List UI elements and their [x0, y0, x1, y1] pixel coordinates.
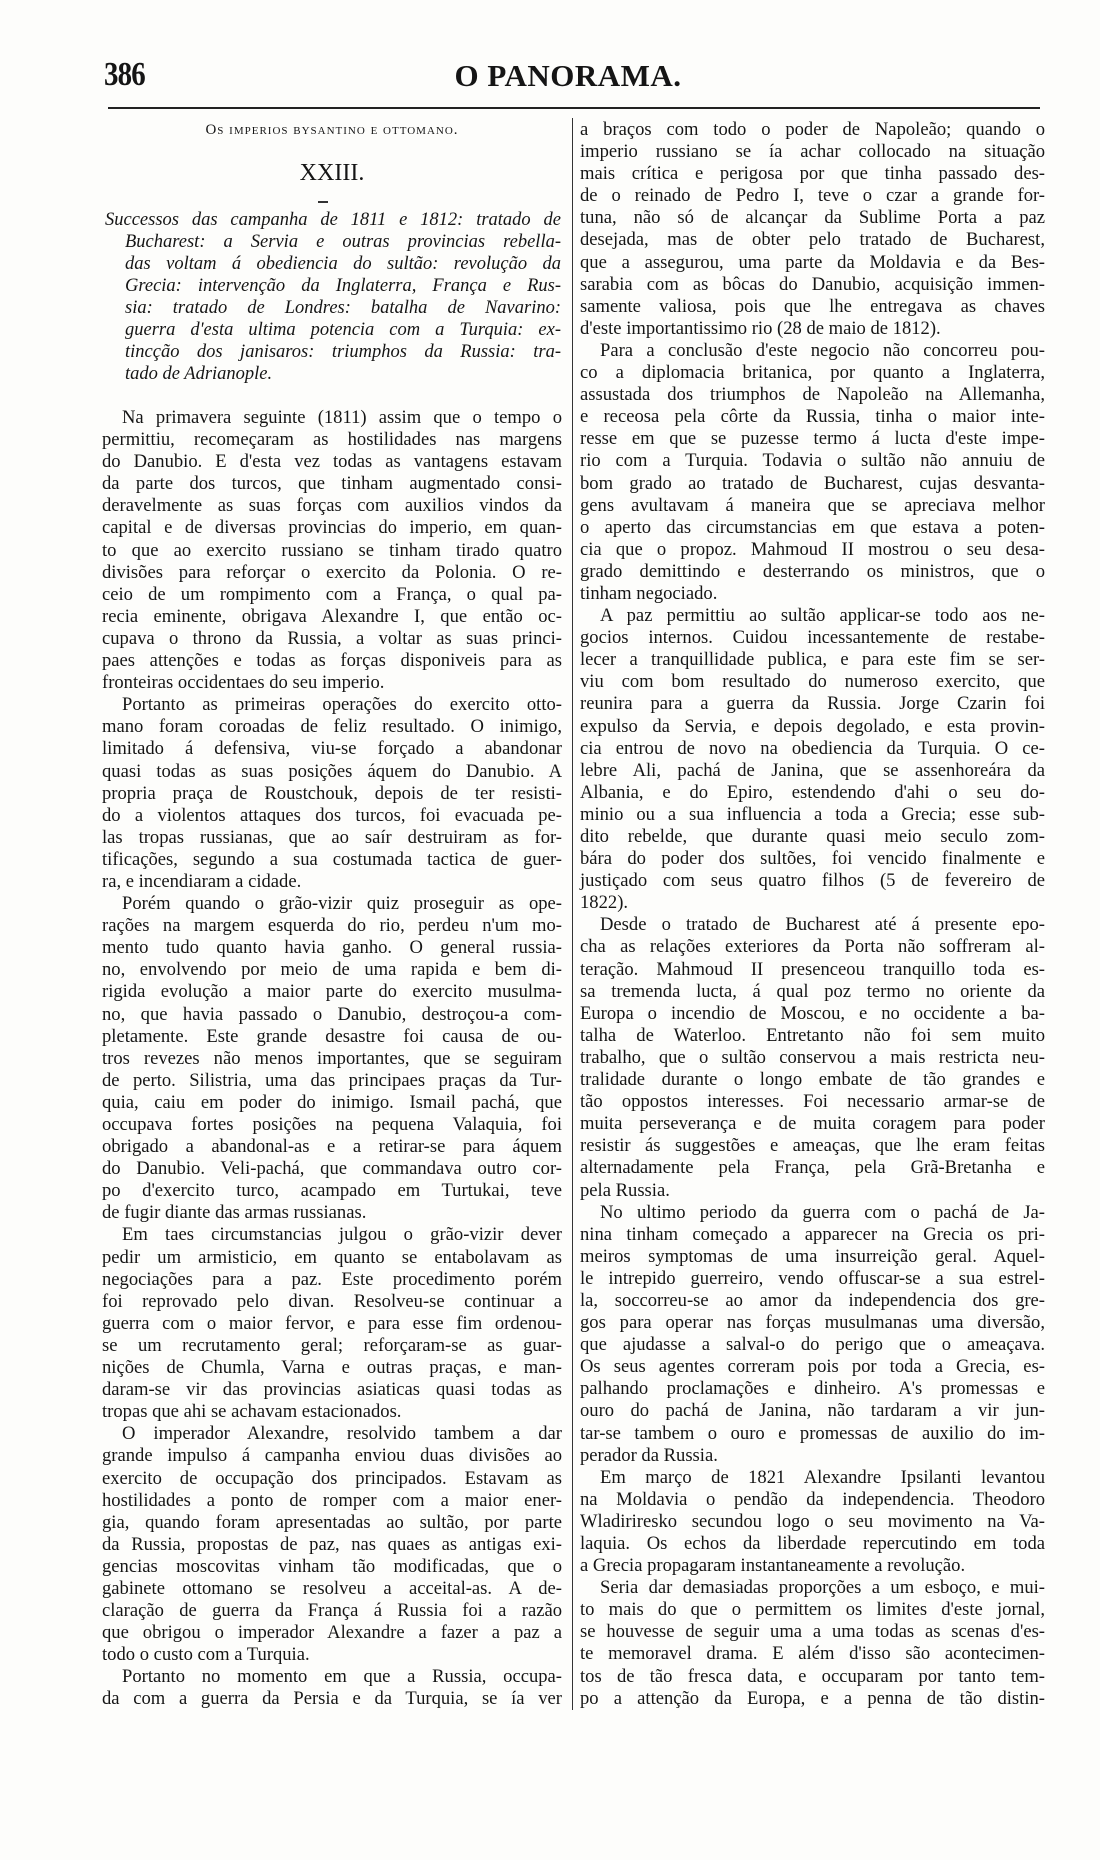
text-line: po a attenção da Europa, e a penna de tão distin-: [580, 1687, 1045, 1709]
text-line: co a diplomacia britanica, por quanto a Inglaterra,: [580, 362, 1045, 384]
text-line: Na primavera seguinte (1811) assim que o tempo o: [122, 407, 562, 428]
text-line: 1822).: [580, 892, 629, 914]
text-line: do a violentos attaques dos turcos, foi evacuada pe-: [102, 804, 562, 826]
text-line: alternadamente pela França, pela Grã-Bretanha e: [580, 1157, 1045, 1179]
text-line: pela Russia.: [580, 1179, 670, 1201]
text-line: a braços com todo o poder de Napoleão; quando o: [580, 119, 1045, 140]
text-line: que a assegurou, uma parte da Moldavia e da Bes-: [580, 251, 1045, 273]
text-line: grado demittindo e desterrando os ministros, que o: [580, 560, 1045, 582]
text-line: pletamente. Este grande desastre foi causa de ou-: [102, 1025, 562, 1047]
text-line: cha as relações exteriores da Porta não soffreram al-: [580, 936, 1045, 958]
text-line: mento tudo quanto havia ganho. O general russia-: [102, 937, 562, 959]
text-line: imperio russiano se ía achar collocado na situação: [580, 141, 1045, 163]
text-line: foi reprovado pelo divan. Resolveu-se continuar a: [102, 1290, 562, 1312]
text-line: quasi todas as suas posições áquem do Danubio. A: [102, 760, 562, 782]
text-line: grande impulso á campanha enviou duas divisões ao: [102, 1445, 562, 1467]
text-line: to que ao exercito russiano se tinham tirado quatro: [102, 539, 562, 561]
text-line: permittiu, recomeçaram as hostilidades nas margens: [102, 429, 562, 451]
paragraph: [580, 119, 1045, 340]
text-line: to mais do que o permittem os limites d'este jornal,: [580, 1599, 1045, 1621]
text-line: se houvesse de seguir uma a uma todas as scenas d'es-: [580, 1621, 1045, 1643]
text-line: rio com a Turquia. Todavia o sultão não annuiu de: [580, 450, 1045, 472]
summary-line: das voltam á obediencia do sultão: revolução da: [125, 254, 561, 274]
text-line: te memoravel drama. E além d'isso são acontecimen-: [580, 1643, 1045, 1665]
text-line: po d'exercito turco, acampado em Turtukai, teve: [102, 1180, 562, 1202]
text-line: dito rebelde, que durante quasi meio seculo zom-: [580, 826, 1045, 847]
chapter-summary: [105, 209, 561, 385]
text-line: tros revezes não menos importantes, que se seguiram: [102, 1047, 562, 1069]
paragraph: [102, 407, 562, 694]
text-line: propria praça de Roustchouk, depois de ter resisti-: [102, 782, 562, 804]
text-line: tuna, não só de alcançar da Sublime Porta a paz: [580, 207, 1045, 229]
text-line: tão oppostos interesses. Foi necessario armar-se de: [580, 1091, 1045, 1113]
text-line: Portanto no momento em que a Russia, occupa-: [122, 1666, 562, 1688]
text-line: tralidade durante o longo embate de tão grandes e: [580, 1069, 1045, 1091]
paragraph: [580, 340, 1045, 605]
text-line: Wladiriresko secundou logo o seu movimento na Va-: [580, 1510, 1045, 1532]
text-line: no, envolvendo por meio de uma rapida e bem di-: [102, 959, 562, 981]
text-line: deravelmente as suas forças com auxilios vindos da: [102, 495, 562, 517]
paragraph: [102, 893, 562, 1224]
text-line: desejada, mas de obter pelo tratado de Bucharest,: [580, 229, 1045, 251]
summary-line: Successos das campanha de 1811 e 1812: tratado de: [105, 210, 561, 230]
paragraph: [580, 605, 1045, 914]
text-line: viu com bom resultado do numeroso exercito, que: [580, 671, 1045, 693]
text-line: reunira para a guerra da Russia. Jorge Czarin foi: [580, 693, 1045, 715]
text-line: se um recrutamento geral; reforçaram-se as guar-: [102, 1334, 562, 1356]
header-rule: [108, 107, 1040, 109]
text-line: da parte dos turcos, que tinham augmentado consi-: [102, 473, 562, 495]
text-line: perador da Russia.: [580, 1444, 718, 1466]
text-line: bom grado ao tratado de Bucharest, cujas desvanta-: [580, 472, 1045, 494]
text-line: mano foram coroadas de feliz resultado. O inimigo,: [102, 716, 562, 738]
left-column: [102, 407, 562, 1711]
text-line: a Grecia propagaram instantaneamente a revolução.: [580, 1555, 966, 1577]
text-line: claração de guerra da França á Russia foi a razão: [102, 1600, 562, 1622]
text-line: mais crítica e perigosa por que tinha passado des-: [580, 163, 1045, 185]
text-line: de fugir diante das armas russianas.: [102, 1202, 367, 1224]
text-line: lebre Ali, pachá de Janina, que se assenhoreára da: [580, 759, 1045, 781]
text-line: ouro do pachá de Janina, não tardaram a vir jun-: [580, 1400, 1045, 1422]
text-line: minio ou a sua influencia a toda a Grecia; esse sub-: [580, 803, 1045, 825]
summary-line: tincção dos janisaros: triumphos da Russia: tra-: [125, 342, 561, 362]
text-line: teração. Mahmoud II presenceou tranquillo toda es-: [580, 958, 1045, 980]
summary-line: sia: tratado de Londres: batalha de Navarino:: [125, 298, 561, 318]
chapter-number: XXIII.: [299, 160, 365, 186]
summary-line: guerra d'esta ultima potencia com a Turquia: ex-: [125, 320, 561, 340]
text-line: todo o custo com a Turquia.: [102, 1644, 310, 1666]
text-line: ceio de um rompimento com a França, o qual pa-: [102, 583, 562, 605]
paragraph: [102, 1666, 562, 1710]
text-line: Os seus agentes correram pois por toda a Grecia, es-: [580, 1356, 1045, 1378]
text-line: da com a guerra da Persia e da Turquia, se ía ver: [102, 1688, 562, 1710]
paragraph: [102, 1423, 562, 1666]
text-line: Seria dar demasiadas proporções a um esboço, e mui-: [600, 1577, 1045, 1599]
text-line: lecer a tranquillidade publica, e para este fim se ser-: [580, 649, 1045, 671]
text-line: justiçado com seus quatro filhos (5 de fevereiro de: [580, 870, 1045, 892]
text-line: resse em que se puzesse termo á lucta d'este impe-: [580, 428, 1045, 450]
text-line: cupava o throno da Russia, a voltar as suas princi-: [102, 627, 562, 649]
text-line: rações na margem esquerda do rio, perdeu n'um mo-: [102, 915, 562, 937]
text-line: tificações, segundo a sua costumada tactica de guer-: [102, 848, 562, 870]
column-divider: [572, 118, 573, 1710]
text-line: resistir ás suggestões e ameaças, que lhe eram feitas: [580, 1135, 1045, 1157]
text-line: meiros symptomas de uma insurreição geral. Aquel-: [580, 1245, 1045, 1267]
text-line: nina tinham começado a apparecer na Grecia os pri-: [580, 1223, 1045, 1245]
text-line: A paz permittiu ao sultão applicar-se todo aos ne-: [600, 605, 1045, 627]
text-line: na Moldavia o pendão da independencia. Theodoro: [580, 1488, 1045, 1510]
text-line: Porém quando o grão-vizir quiz proseguir as ope-: [122, 893, 562, 915]
text-line: pedir um armisticio, em quanto se entabolavam as: [102, 1246, 562, 1268]
text-line: la, soccorreu-se ao amor da independencia dos gre-: [580, 1289, 1045, 1311]
text-line: Em março de 1821 Alexandre Ipsilanti levantou: [600, 1466, 1045, 1488]
text-line: e receosa pela côrte da Russia, tinha o maior inte-: [580, 406, 1045, 428]
text-line: cia entrou de novo na obediencia da Turquia. O ce-: [580, 737, 1045, 759]
text-line: le intrepido guerreiro, vendo offuscar-se a sua estrel-: [580, 1267, 1045, 1289]
text-line: gabinete ottomano se resolveu a acceital-as. A de-: [102, 1577, 562, 1599]
paragraph: [580, 914, 1045, 1201]
text-line: trabalho, que o sultão conservou a mais restricta neu-: [580, 1046, 1045, 1068]
text-line: da Russia, propostas de paz, nas quaes as antigas exi-: [102, 1533, 562, 1555]
text-line: gencias moscovitas vinham tão modificadas, que o: [102, 1555, 562, 1577]
text-line: gocios internos. Cuidou incessantemente de restabe-: [580, 627, 1045, 649]
page-number: 386: [104, 56, 145, 93]
summary-line: tado de Adrianople.: [125, 364, 273, 384]
text-line: limitado á defensiva, viu-se forçado a abandonar: [102, 738, 562, 760]
text-line: d'este importantissimo rio (28 de maio de 1812).: [580, 317, 941, 339]
text-line: tinham negociado.: [580, 582, 718, 604]
text-line: tar-se tambem o ouro e promessas de auxilio do im-: [580, 1422, 1045, 1444]
text-line: divisões para reforçar o exercito da Polonia. O re-: [102, 561, 562, 583]
text-line: que obrigou o imperador Alexandre a fazer a paz a: [102, 1622, 562, 1644]
text-line: Europa o incendio de Moscou, e no occidente a ba-: [580, 1002, 1045, 1024]
text-line: de perto. Silistria, uma das principaes praças da Tur-: [102, 1069, 562, 1091]
text-line: de o reinado de Pedro I, teve o czar a grande for-: [580, 185, 1045, 207]
text-line: gia, quando foram apresentadas ao sultão, por parte: [102, 1511, 562, 1533]
text-line: expulso da Servia, e depois degolado, e esta provin-: [580, 715, 1045, 737]
text-line: samente valiosa, pois que lhe entregava as chaves: [580, 295, 1045, 317]
text-line: do Danubio. E d'esta vez todas as vantagens estavam: [102, 451, 562, 473]
text-line: gos para operar nas forças musulmanas uma diversão,: [580, 1312, 1045, 1334]
text-line: fronteiras occidentaes do seu imperio.: [102, 672, 385, 694]
text-line: Portanto as primeiras operações do exercito otto-: [122, 694, 562, 716]
text-line: guerra com o maior fervor, e para esse fim ordenou-: [102, 1312, 562, 1334]
text-line: Em taes circumstancias julgou o grão-vizir dever: [122, 1224, 562, 1246]
text-line: obrigado a abandonal-as e a retirar-se para áquem: [102, 1136, 562, 1158]
series-title: Os imperios bysantino e ottomano.: [205, 122, 459, 138]
paragraph: [580, 1202, 1045, 1467]
text-line: sarabia com as bôcas do Danubio, acquisição immen-: [580, 273, 1045, 295]
text-line: palhando proclamações e dinheiro. A's promessas e: [580, 1378, 1045, 1400]
text-line: recia eminente, obrigava Alexandre I, que então oc-: [102, 605, 562, 627]
text-line: nições de Chumla, Varna e outras praças, e man-: [102, 1357, 562, 1379]
text-line: las tropas russianas, que ao saír destruiram as for-: [102, 826, 562, 848]
text-line: gens avultavam á maneira que se apreciava melhor: [580, 494, 1045, 516]
text-line: muita perseverança e de muita coragem para poder: [580, 1113, 1045, 1135]
text-line: Desde o tratado de Bucharest até á presente epo-: [600, 914, 1045, 936]
text-line: no, que havia passado o Danubio, destroçou-a com-: [102, 1003, 562, 1025]
text-line: capital e de diversas provincias do imperio, em quan-: [102, 517, 562, 539]
text-line: exercito de occupação dos principados. Estavam as: [102, 1467, 562, 1489]
right-column: [580, 119, 1045, 1710]
text-line: bára do poder dos sultões, foi vencido finalmente e: [580, 848, 1045, 870]
text-line: ra, e incendiaram a cidade.: [102, 870, 302, 892]
text-line: O imperador Alexandre, resolvido tambem a dar: [122, 1423, 562, 1445]
text-line: sa tremenda lucta, á qual poz termo no oriente da: [580, 980, 1045, 1002]
text-line: assustada dos triumphos de Napoleão na Allemanha,: [580, 384, 1045, 406]
text-line: quia, caiu em poder do inimigo. Ismail pachá, que: [102, 1091, 562, 1113]
text-line: que ajudasse a salval-o do perigo que o ameaçava.: [580, 1334, 1045, 1356]
paragraph: [102, 694, 562, 893]
text-line: hostilidades a ponto de romper com a maior ener-: [102, 1489, 562, 1511]
text-line: talha de Waterloo. Entretanto não foi sem muito: [580, 1024, 1045, 1046]
text-line: No ultimo periodo da guerra com o pachá de Ja-: [600, 1201, 1045, 1223]
paragraph: [580, 1467, 1045, 1577]
text-line: paes attenções e todas as forças disponiveis para as: [102, 650, 562, 672]
text-line: daram-se vir das provincias asiaticas quasi todas as: [102, 1379, 562, 1401]
text-line: cia que o propoz. Mahmoud II mostrou o seu desa-: [580, 538, 1045, 560]
summary-line: Grecia: intervenção da Inglaterra, França e Rus-: [125, 276, 561, 296]
text-line: occupava fortes posições na pequena Valaquia, foi: [102, 1114, 562, 1135]
text-line: rigida evolução a maior parte do exercito musulma-: [102, 981, 562, 1003]
paragraph: [580, 1577, 1045, 1710]
text-line: laquia. Os echos da liberdade repercutindo em toda: [580, 1533, 1045, 1554]
text-line: Albania, e do Epiro, estendendo d'ahi o seu do-: [580, 781, 1045, 803]
text-line: do Danubio. Veli-pachá, que commandava outro cor-: [102, 1158, 562, 1180]
text-line: tropas que ahi se achavam estacionados.: [102, 1401, 402, 1423]
text-line: o aperto das circumstancias em que estava a poten-: [580, 516, 1045, 538]
text-line: Para a conclusão d'este negocio não concorreu pou-: [600, 339, 1045, 361]
chapter-dash: [318, 201, 328, 203]
summary-line: Bucharest: a Servia e outras provincias rebella-: [125, 232, 561, 252]
text-line: tos de tão fresca data, e occuparam por tanto tem-: [580, 1665, 1045, 1687]
text-line: negociações para a paz. Este procedimento porém: [102, 1268, 562, 1290]
paragraph: [102, 1224, 562, 1423]
journal-title: O PANORAMA.: [454, 58, 682, 93]
